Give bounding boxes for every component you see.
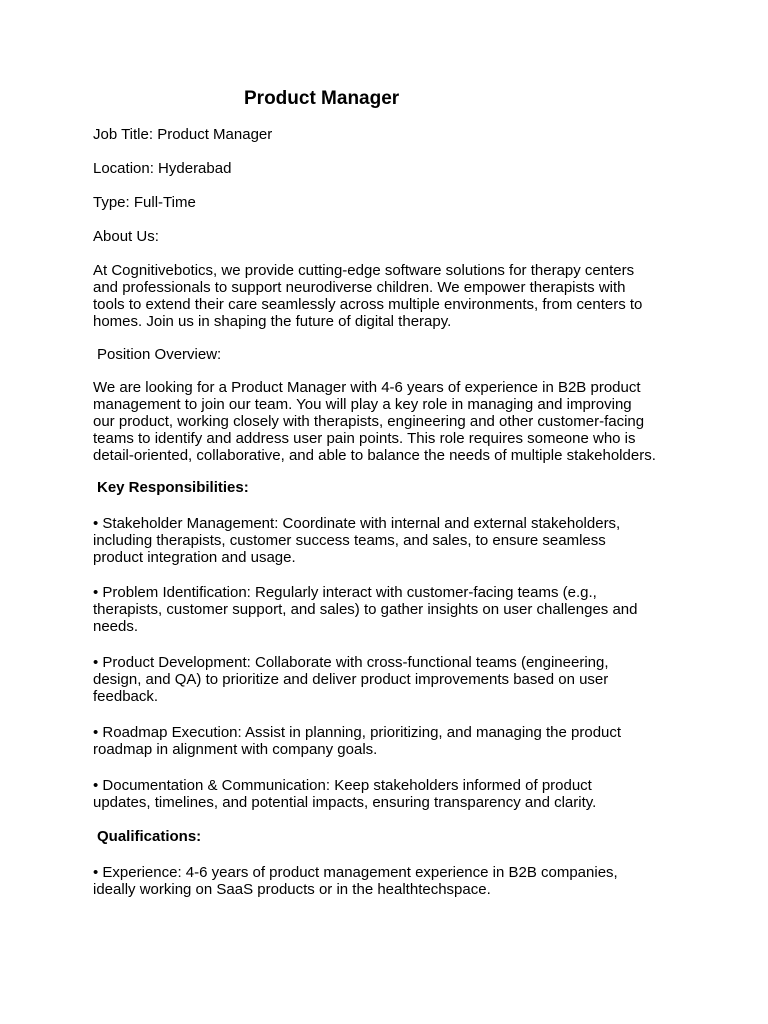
responsibility-line: roadmap in alignment with company goals.	[93, 741, 378, 758]
responsibility-line: • Stakeholder Management: Coordinate with internal and external stakeholders,	[93, 515, 621, 532]
job-title-line: Job Title: Product Manager	[93, 126, 273, 143]
position-heading: Position Overview:	[97, 346, 222, 363]
responsibility-line: feedback.	[93, 688, 159, 705]
position-line: our product, working closely with therapists, engineering and other customer-facing	[93, 413, 645, 430]
location-line: Location: Hyderabad	[93, 160, 232, 177]
position-line: teams to identify and address user pain points. This role requires someone who is	[93, 430, 636, 447]
responsibility-line: including therapists, customer success teams, and sales, to ensure seamless	[93, 532, 606, 549]
position-line: detail-oriented, collaborative, and able to balance the needs of multiple stakeholders.	[93, 447, 656, 464]
about-line: homes. Join us in shaping the future of digital therapy.	[93, 313, 452, 330]
about-line: and professionals to support neurodiverse children. We empower therapists with	[93, 279, 626, 296]
responsibility-item	[93, 654, 693, 705]
qualification-item	[93, 864, 693, 898]
responsibility-line: product integration and usage.	[93, 549, 296, 566]
about-line: At Cognitivebotics, we provide cutting-edge software solutions for therapy centers	[93, 262, 635, 279]
qualifications-heading: Qualifications:	[97, 828, 202, 845]
about-paragraph	[93, 262, 693, 330]
about-line: tools to extend their care seamlessly across multiple environments, from centers to	[93, 296, 643, 313]
qualification-line: • Experience: 4-6 years of product management experience in B2B companies,	[93, 864, 618, 881]
qualification-line: ideally working on SaaS products or in the healthtechspace.	[93, 881, 491, 898]
position-paragraph	[93, 379, 693, 464]
responsibility-line: updates, timelines, and potential impacts, ensuring transparency and clarity.	[93, 794, 597, 811]
responsibility-line: • Problem Identification: Regularly interact with customer-facing teams (e.g.,	[93, 584, 597, 601]
responsibility-line: • Product Development: Collaborate with cross-functional teams (engineering,	[93, 654, 609, 671]
responsibility-line: design, and QA) to prioritize and deliver product improvements based on user	[93, 671, 609, 688]
type-line: Type: Full-Time	[93, 194, 196, 211]
responsibilities-heading: Key Responsibilities:	[97, 479, 249, 496]
responsibility-item	[93, 724, 693, 758]
responsibility-line: therapists, customer support, and sales) to gather insights on user challenges and	[93, 601, 638, 618]
about-heading: About Us:	[93, 228, 159, 245]
position-line: We are looking for a Product Manager with 4-6 years of experience in B2B product	[93, 379, 641, 396]
page-title: Product Manager	[244, 88, 400, 109]
responsibility-line: needs.	[93, 618, 139, 635]
position-line: management to join our team. You will play a key role in managing and improving	[93, 396, 632, 413]
responsibility-line: • Roadmap Execution: Assist in planning, prioritizing, and managing the product	[93, 724, 622, 741]
responsibility-line: • Documentation & Communication: Keep stakeholders informed of product	[93, 777, 592, 794]
responsibility-item	[93, 515, 693, 566]
responsibility-item	[93, 584, 693, 635]
responsibility-item	[93, 777, 693, 811]
